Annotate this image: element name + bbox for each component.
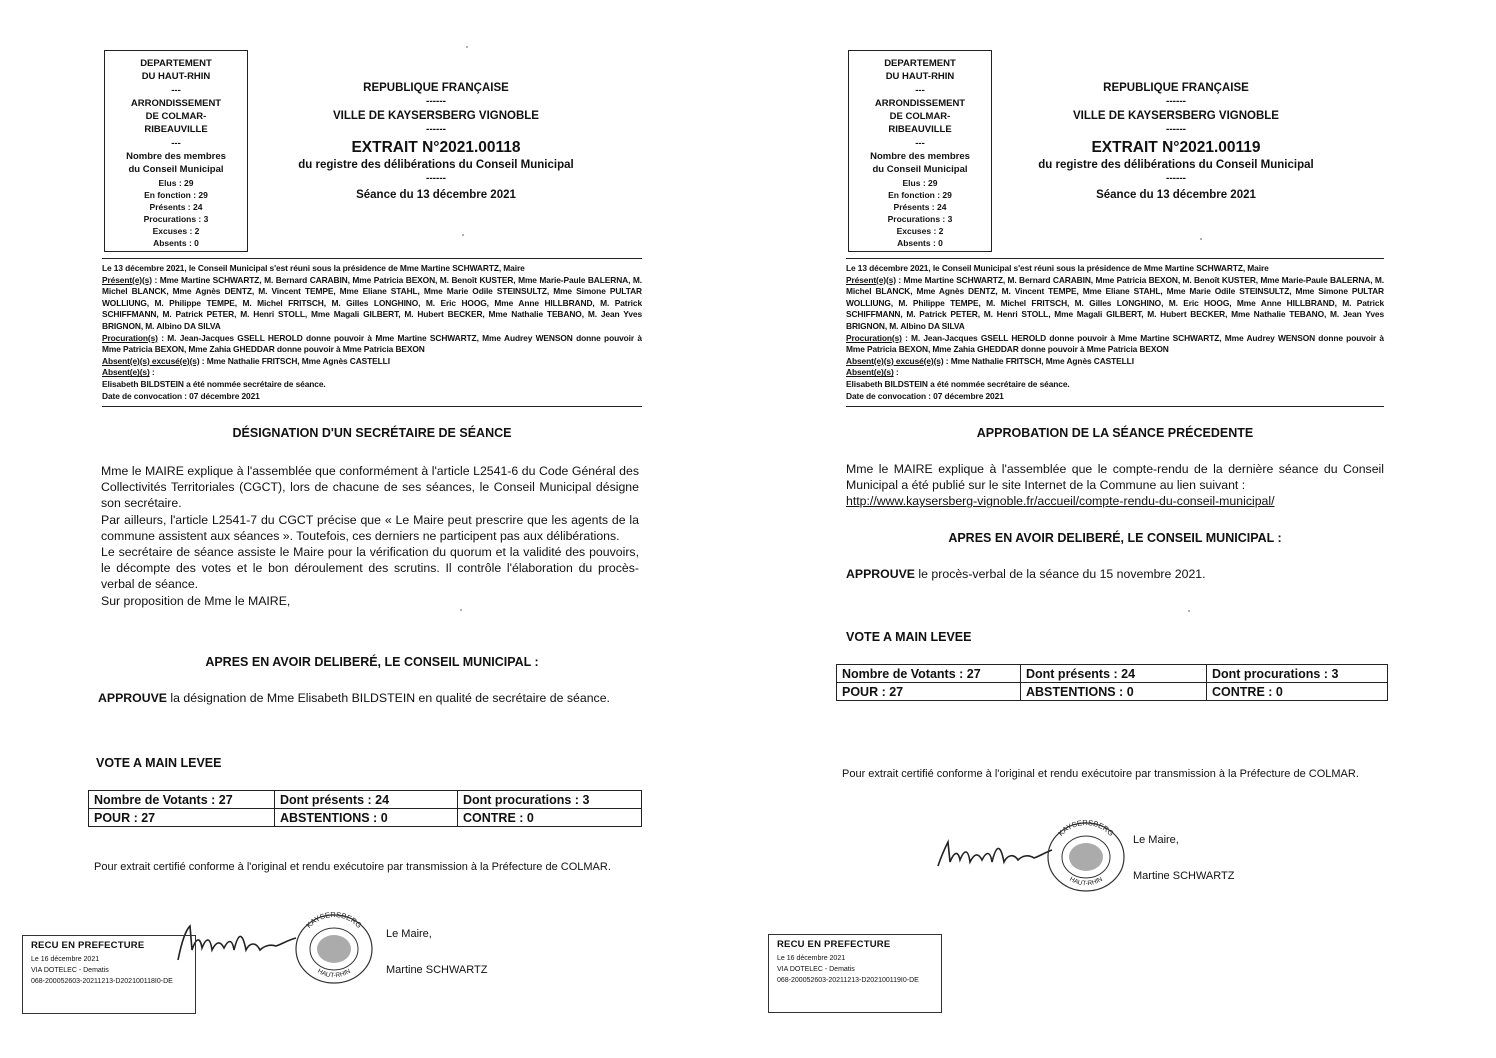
members-procurations: Procurations : 3 (887, 213, 953, 224)
vote-abstentions: ABSTENTIONS : 0 (275, 809, 458, 827)
members-elus: Elus : 29 (158, 177, 194, 188)
seal-top-text: KAYSERSBERG (304, 912, 364, 930)
decision-verb: APPROUVE (98, 691, 168, 705)
header-separator: ------ (426, 124, 446, 135)
dept-line: Nombre des membres (126, 151, 226, 163)
dept-line: DEPARTEMENT (884, 58, 956, 69)
absents-label: Absent(e)(s) (846, 367, 894, 378)
presents-label: Présent(e)(s) (102, 274, 152, 285)
extrait-number: EXTRAIT N°2021.00119 (1091, 139, 1261, 156)
apres-deliberation: APRES EN AVOIR DELIBERÉ, LE CONSEIL MUNICIPAL : (948, 531, 1282, 545)
stamp-via: VIA DOTELEC - Dematis (31, 967, 109, 974)
attendance-absents (846, 367, 1384, 379)
extrait-number: EXTRAIT N°2021.00118 (351, 139, 521, 156)
republique-title: REPUBLIQUE FRANÇAISE (1103, 82, 1249, 94)
members-absents: Absents : 0 (153, 237, 199, 248)
municipal-seal (1044, 820, 1128, 894)
dept-line: DE COLMAR- (889, 111, 951, 123)
dept-separator: --- (915, 84, 925, 96)
members-presents: Présents : 24 (149, 201, 203, 212)
section-title: APPROBATION DE LA SÉANCE PRÉCEDENTE (976, 426, 1254, 440)
apres-deliberation: APRES EN AVOIR DELIBERÉ, LE CONSEIL MUNICIPAL : (205, 655, 539, 669)
dept-line: ARRONDISSEMENT (874, 97, 966, 109)
maire-name: Martine SCHWARTZ (1133, 870, 1235, 882)
document-header (996, 80, 1356, 203)
vote-procurations: Dont procurations : 3 (458, 791, 642, 809)
vote-title: VOTE A MAIN LEVEE (846, 630, 972, 644)
document-header (256, 80, 616, 203)
dept-separator: --- (915, 137, 925, 149)
decision-text: le procès-verbal de la séance du 15 novembre 2021. (915, 567, 1206, 581)
body-paragraph: Sur proposition de Mme le MAIRE, (101, 593, 291, 608)
vote-table (88, 790, 642, 827)
ville-title: VILLE DE KAYSERSBERG VIGNOBLE (333, 110, 539, 122)
certification-text: Pour extrait certifié conforme à l'original et rendu exécutoire par transmission à la Préfecture de COLMAR. (842, 768, 1359, 780)
scan-speck (1188, 610, 1190, 612)
header-separator: ------ (426, 96, 446, 107)
vote-table (836, 664, 1388, 701)
procurations-label: Procuration(s) (846, 332, 902, 343)
dept-line: Nombre des membres (870, 151, 970, 163)
attendance-absents (102, 367, 642, 379)
vote-row (89, 791, 642, 809)
vote-contre: CONTRE : 0 (1207, 683, 1388, 701)
scan-speck (460, 609, 462, 611)
absents-list: : (893, 367, 899, 378)
dept-separator: --- (171, 137, 181, 149)
header-separator: ------ (1166, 96, 1186, 107)
absents-label: Absent(e)(s) (102, 367, 150, 378)
members-excuses: Excuses : 2 (896, 225, 944, 236)
excuses-label: Absent(e)(s) excusé(e)(s) (102, 355, 200, 366)
document-page-right (748, 0, 1496, 1058)
attendance-excuses (846, 356, 1384, 368)
absents-list: : (149, 367, 155, 378)
dept-line: ARRONDISSEMENT (130, 97, 222, 109)
deliberation-body (101, 463, 639, 609)
secretaire-note: Elisabeth BILDSTEIN a été nommée secrétaire de séance. (102, 378, 326, 389)
procurations-list: : M. Jean-Jacques GSELL HEROLD donne pouvoir à Mme Martine SCHWARTZ, Mme Audrey WENSON donne pouvoir à Mme Patricia BEXON, Mme Zahia GHEDDAR donne pouvoir à Mme Patricia BEXON (846, 332, 1384, 355)
vote-abstentions: ABSTENTIONS : 0 (1021, 683, 1207, 701)
convocation-date: Date de convocation : 07 décembre 2021 (102, 390, 260, 401)
header-separator: ------ (426, 173, 446, 184)
stamp-date: Le 16 décembre 2021 (31, 956, 100, 963)
stamp-via: VIA DOTELEC - Dematis (777, 966, 855, 973)
dept-line: du Conseil Municipal (872, 164, 968, 176)
members-presents: Présents : 24 (893, 201, 947, 212)
procurations-label: Procuration(s) (102, 332, 158, 343)
certification-text: Pour extrait certifié conforme à l'original et rendu exécutoire par transmission à la Préfecture de COLMAR. (94, 861, 611, 873)
municipal-seal (292, 912, 376, 986)
dept-line: DU HAUT-RHIN (885, 71, 955, 83)
scan-speck (466, 46, 468, 48)
department-box (848, 50, 992, 252)
members-en-fonction: En fonction : 29 (888, 189, 952, 200)
stamp-title: RECU EN PREFECTURE (31, 940, 145, 951)
vote-title: VOTE A MAIN LEVEE (96, 756, 222, 770)
prefecture-stamp (768, 934, 942, 1013)
scan-speck (462, 234, 464, 236)
vote-presents: Dont présents : 24 (275, 791, 458, 809)
le-maire-label: Le Maire, (1133, 834, 1179, 846)
registre-subtitle: du registre des délibérations du Conseil Municipal (298, 159, 574, 171)
presents-list: : Mme Martine SCHWARTZ, M. Bernard CARABIN, Mme Patricia BEXON, M. Benoît KUSTER, Mme Marie-Paule BALERNA, M. Michel BLANCK, Mme Agnès DENTZ, M. Vincent TEMPE, Mme Eliane STAHL, Mme Marie Odile STEINSULTZ, Mme Simone PULTAR WOLLIUNG, M. Philippe TEMPE, M. Michel FRITSCH, M. Gilles LONGHINO, M. Eric HOOG, Mme Anne HILLBRAND, M. Patrick SCHIFFMANN, M. Patrick PETER, M. Henri STOLL, Mme Magali GILBERT, M. Hubert BECKER, Mme Nathalie TEBANO, M. Jean Yves BRIGNON, M. Albino DA SILVA (102, 274, 642, 331)
vote-row (837, 683, 1388, 701)
deliberation-body (846, 461, 1384, 510)
department-box (104, 50, 248, 252)
members-excuses: Excuses : 2 (152, 225, 200, 236)
dept-line: du Conseil Municipal (128, 164, 224, 176)
seal-bottom-text: HAUT-RHIN (1068, 875, 1104, 888)
vote-pour: POUR : 27 (837, 683, 1021, 701)
header-separator: ------ (1166, 173, 1186, 184)
decision-verb: APPROUVE (846, 567, 916, 581)
body-paragraph: Par ailleurs, l'article L2541-7 du CGCT précise que « Le Maire peut prescrire que les agents de la commune assistent aux séances ». Toutefois, ces derniers ne participent pas aux délibérations. (101, 512, 639, 543)
body-paragraph: Mme le MAIRE explique à l'assemblée que conformément à l'article L2541-6 du Code Général des Collectivités Territoriales (CGCT), lors de chacune de ses séances, le Conseil Municipal désigne son secrétaire. (101, 464, 639, 511)
dept-separator: --- (171, 84, 181, 96)
attendance-block (102, 263, 642, 402)
vote-row (89, 809, 642, 827)
presents-list: : Mme Martine SCHWARTZ, M. Bernard CARABIN, Mme Patricia BEXON, M. Benoît KUSTER, Mme Marie-Paule BALERNA, M. Michel BLANCK, Mme Agnès DENTZ, M. Vincent TEMPE, Mme Eliane STAHL, Mme Marie Odile STEINSULTZ, Mme Simone PULTAR WOLLIUNG, M. Philippe TEMPE, M. Michel FRITSCH, M. Gilles LONGHINO, M. Eric HOOG, Mme Anne HILLBRAND, M. Patrick SCHIFFMANN, M. Patrick PETER, M. Henri STOLL, Mme Magali GILBERT, M. Hubert BECKER, Mme Nathalie TEBANO, M. Jean Yves BRIGNON, M. Albino DA SILVA (846, 274, 1384, 331)
members-en-fonction: En fonction : 29 (144, 189, 208, 200)
bottom-rule (102, 406, 642, 407)
vote-votants: Nombre de Votants : 27 (837, 665, 1021, 683)
dept-line: RIBEAUVILLE (144, 124, 208, 136)
dept-line: DEPARTEMENT (140, 58, 212, 69)
excuses-label: Absent(e)(s) excusé(e)(s) (846, 355, 944, 366)
procurations-list: : M. Jean-Jacques GSELL HEROLD donne pouvoir à Mme Martine SCHWARTZ, Mme Audrey WENSON donne pouvoir à Mme Patricia BEXON, Mme Zahia GHEDDAR donne pouvoir à Mme Patricia BEXON (102, 332, 642, 355)
prefecture-stamp (22, 935, 196, 1014)
attendance-presents (102, 275, 642, 333)
members-procurations: Procurations : 3 (143, 213, 209, 224)
seance-date: Séance du 13 décembre 2021 (356, 189, 516, 201)
body-paragraph: Le secrétaire de séance assiste le Maire pour la vérification du quorum et la validité des pouvoirs, le décompte des votes et le bon déroulement des scrutins. Il contrôle l'élaboration du procès-verbal de séance. (101, 545, 639, 592)
convocation-date: Date de convocation : 07 décembre 2021 (846, 390, 1004, 401)
vote-presents: Dont présents : 24 (1021, 665, 1207, 683)
vote-contre: CONTRE : 0 (458, 809, 642, 827)
stamp-title: RECU EN PREFECTURE (777, 939, 891, 950)
attendance-procurations (846, 333, 1384, 356)
vote-row (837, 665, 1388, 683)
republique-title: REPUBLIQUE FRANÇAISE (363, 82, 509, 94)
section-title: DÉSIGNATION D'UN SECRÉTAIRE DE SÉANCE (232, 426, 512, 440)
body-paragraph: Mme le MAIRE explique à l'assemblée que le compte-rendu de la dernière séance du Conseil Municipal a été publié sur le site Internet de la Commune au lien suivant : (846, 462, 1384, 493)
decision-text: la désignation de Mme Elisabeth BILDSTEIN en qualité de secrétaire de séance. (167, 691, 610, 705)
dept-line: RIBEAUVILLE (888, 124, 952, 136)
members-elus: Elus : 29 (902, 177, 938, 188)
attendance-procurations (102, 333, 642, 356)
compte-rendu-link[interactable]: http://www.kaysersberg-vignoble.fr/accueil/compte-rendu-du-conseil-municipal/ (846, 494, 1275, 509)
stamp-reference: 068-200052603-20211213-D202100118I0-DE (31, 978, 173, 985)
attendance-block (846, 263, 1384, 402)
members-absents: Absents : 0 (897, 237, 943, 248)
scan-speck (1200, 238, 1202, 240)
top-rule (102, 258, 642, 259)
attendance-presents (846, 275, 1384, 333)
excuses-list: : Mme Nathalie FRITSCH, Mme Agnès CASTELLI (943, 355, 1134, 366)
seance-date: Séance du 13 décembre 2021 (1096, 189, 1256, 201)
seal-bottom-text: HAUT-RHIN (316, 967, 352, 980)
ville-title: VILLE DE KAYSERSBERG VIGNOBLE (1073, 110, 1279, 122)
decision (98, 690, 638, 706)
le-maire-label: Le Maire, (386, 928, 432, 940)
dept-line: DU HAUT-RHIN (141, 71, 211, 83)
attendance-excuses (102, 356, 642, 368)
registre-subtitle: du registre des délibérations du Conseil Municipal (1038, 159, 1314, 171)
vote-procurations: Dont procurations : 3 (1207, 665, 1388, 683)
secretaire-note: Elisabeth BILDSTEIN a été nommée secrétaire de séance. (846, 378, 1070, 389)
excuses-list: : Mme Nathalie FRITSCH, Mme Agnès CASTELLI (199, 355, 390, 366)
signature-image (934, 832, 1054, 876)
maire-name: Martine SCHWARTZ (386, 964, 488, 976)
stamp-date: Le 16 décembre 2021 (777, 955, 846, 962)
stamp-reference: 068-200052603-20211213-D202100119I0-DE (777, 977, 919, 984)
top-rule (846, 258, 1384, 259)
header-separator: ------ (1166, 124, 1186, 135)
attendance-intro: Le 13 décembre 2021, le Conseil Municipal s'est réuni sous la présidence de Mme Martine SCHWARTZ, Maire (846, 263, 1269, 273)
seal-top-text: KAYSERSBERG (1056, 820, 1116, 838)
dept-line: DE COLMAR- (145, 111, 207, 123)
bottom-rule (846, 406, 1384, 407)
decision (846, 566, 1384, 582)
vote-votants: Nombre de Votants : 27 (89, 791, 275, 809)
presents-label: Présent(e)(s) (846, 274, 896, 285)
vote-pour: POUR : 27 (89, 809, 275, 827)
attendance-intro: Le 13 décembre 2021, le Conseil Municipal s'est réuni sous la présidence de Mme Martine SCHWARTZ, Maire (102, 263, 525, 273)
